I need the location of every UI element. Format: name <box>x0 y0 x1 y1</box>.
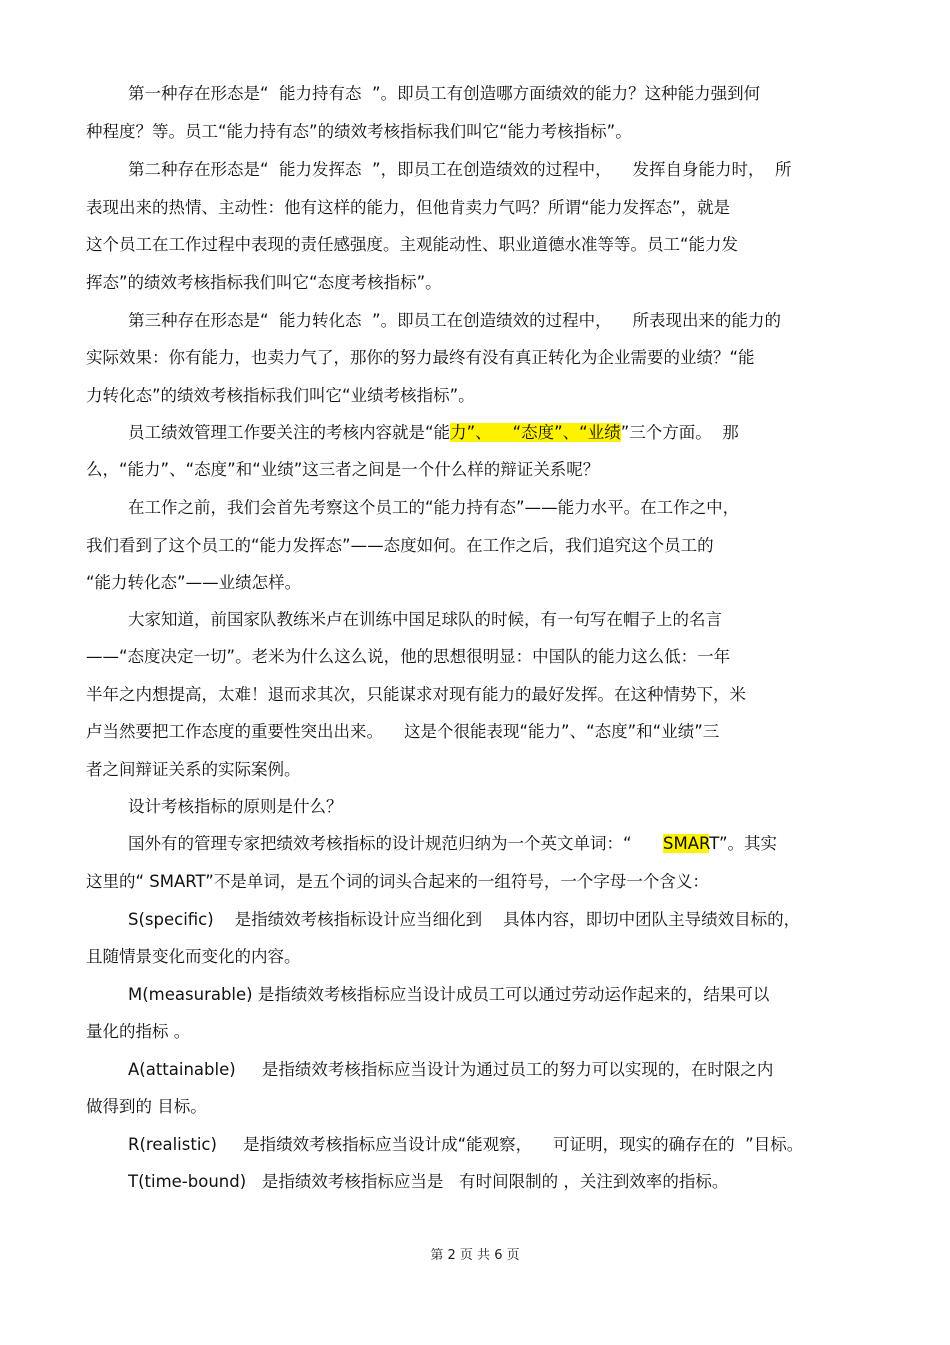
paragraph-line: 第二种存在形态是“ 能力发挥态 ”，即员工在创造绩效的过程中， 发挥自身能力时， 所 <box>128 160 792 179</box>
paragraph-line: 量化的指标 。 <box>86 1022 191 1041</box>
smart-item-t: T(time-bound) 是指绩效考核指标应当是 有时间限制的 ，关注到效率的指标。 <box>128 1172 729 1191</box>
paragraph-line <box>128 422 861 444</box>
paragraph-line: 者之间辩证关系的实际案例。 <box>86 760 301 779</box>
paragraph-line: 么，“能力”、“态度”和“业绩”这三者之间是一个什么样的辩证关系呢？ <box>86 460 600 479</box>
highlighted-text: SMAR <box>663 834 710 853</box>
smart-item-m: M(measurable) 是指绩效考核指标应当设计成员工可以通过劳动运作起来的，结果可以 <box>128 985 770 1004</box>
text-run: 员工绩效管理工作要关注的考核内容就是“能 <box>128 423 451 442</box>
paragraph-line: 挥态”的绩效考核指标我们叫它“态度考核指标”。 <box>86 273 442 292</box>
page-number-footer: 第 2 页 共 6 页 <box>430 1248 520 1263</box>
paragraph-line: 在工作之前，我们会首先考察这个员工的“能力持有态”——能力水平。在工作之中， <box>128 498 740 517</box>
text-run: T”。其实 <box>709 834 778 853</box>
highlighted-text: 力”、 “态度”、“业绩 <box>450 423 621 442</box>
paragraph-line: 第一种存在形态是“ 能力持有态 ”。即员工有创造哪方面绩效的能力？这种能力强到何 <box>128 84 761 103</box>
smart-item-r: R(realistic) 是指绩效考核指标应当设计成“能观察， 可证明，现实的确存在的 ”目标。 <box>128 1135 804 1154</box>
paragraph-line: 表现出来的热情、主动性：他有这样的能力，但他肯卖力气吗？所谓“能力发挥态”，就是 <box>86 198 731 217</box>
paragraph-line: 这个员工在工作过程中表现的责任感强度。主观能动性、职业道德水准等等。员工“能力发 <box>86 235 739 254</box>
smart-item-a: A(attainable) 是指绩效考核指标应当设计为通过员工的努力可以实现的，在时限之内 <box>128 1060 774 1079</box>
smart-item-s: S(specific) 是指绩效考核指标设计应当细化到 具体内容，即切中团队主导绩效目标的， <box>128 910 801 929</box>
paragraph-line: 做得到的 目标。 <box>86 1097 207 1116</box>
paragraph-line: 我们看到了这个员工的“能力发挥态”——态度如何。在工作之后，我们追究这个员工的 <box>86 536 714 555</box>
paragraph-line: 大家知道，前国家队教练米卢在训练中国足球队的时候，有一句写在帽子上的名言 <box>128 610 722 629</box>
paragraph-line: 力转化态”的绩效考核指标我们叫它“业绩考核指标”。 <box>86 386 475 405</box>
paragraph-line: 这里的“ SMART”不是单词，是五个词的词头合起来的一组符号，一个字母一个含义： <box>86 872 709 891</box>
section-question: 设计考核指标的原则是什么？ <box>128 797 343 816</box>
paragraph-line: 半年之内想提高，太难！退而求其次，只能谋求对现有能力的最好发挥。在这种情势下，米 <box>86 685 746 704</box>
paragraph-line: 卢当然要把工作态度的重要性突出出来。 这是个很能表现“能力”、“态度”和“业绩”三 <box>86 722 720 741</box>
paragraph-line: “能力转化态”——业绩怎样。 <box>86 573 302 592</box>
paragraph-line: 实际效果：你有能力，也卖力气了，那你的努力最终有没有真正转化为企业需要的业绩？“能 <box>86 348 755 367</box>
paragraph-line: 种程度？等。员工“能力持有态”的绩效考核指标我们叫它“能力考核指标”。 <box>86 122 632 141</box>
paragraph-line: 且随情景变化而变化的内容。 <box>86 947 301 966</box>
text-run: 国外有的管理专家把绩效考核指标的设计规范归纳为一个英文单词：“ <box>128 834 664 853</box>
paragraph-line: 第三种存在形态是“ 能力转化态 ”。即员工在创造绩效的过程中， 所表现出来的能力的 <box>128 311 782 330</box>
text-run: ”三个方面。 那 <box>620 423 739 442</box>
paragraph-line <box>128 833 861 855</box>
paragraph-line: ——“态度决定一切”。老米为什么这么说，他的思想很明显：中国队的能力这么低：一年 <box>86 647 731 666</box>
